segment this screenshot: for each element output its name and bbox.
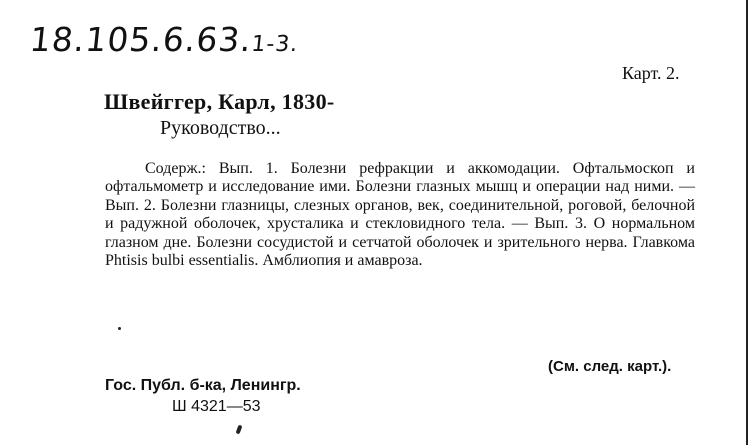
call-number-main: 18.105.6.63.	[27, 20, 254, 59]
contents-note: Содерж.: Вып. 1. Болезни рефракции и аккомодации. Офтальмоскоп и офтальмометр и исследование ими. Болезни глазных мышц и операции над ними. — Вып. 2. Болезни глазницы, слезных органов, век, соединительной, роговой, белочной и радужной оболочек, хрусталика и стекловидного тела. — Вып. 3. О нормальном глазном дне. Болезни сосудистой и сетчатой оболочек и зрительного нерва. Главкома Phtisis bulbi essentialis. Амблиопия и амавроза.	[105, 160, 695, 270]
order-number: Ш 4321—53	[172, 398, 261, 415]
library-name: Гос. Публ. б-ка, Ленингр.	[105, 377, 301, 394]
call-number	[28, 20, 301, 59]
author-heading: Швейггер, Карл, 1830-	[104, 89, 335, 114]
ink-speck	[118, 327, 121, 330]
call-number-suffix: 1-3.	[250, 32, 300, 57]
card-number: Карт. 2.	[622, 63, 680, 83]
ink-mark	[236, 425, 243, 435]
continued-note: (См. след. карт.).	[548, 358, 672, 375]
card-edge	[746, 0, 748, 445]
book-title: Руководство...	[160, 117, 281, 139]
